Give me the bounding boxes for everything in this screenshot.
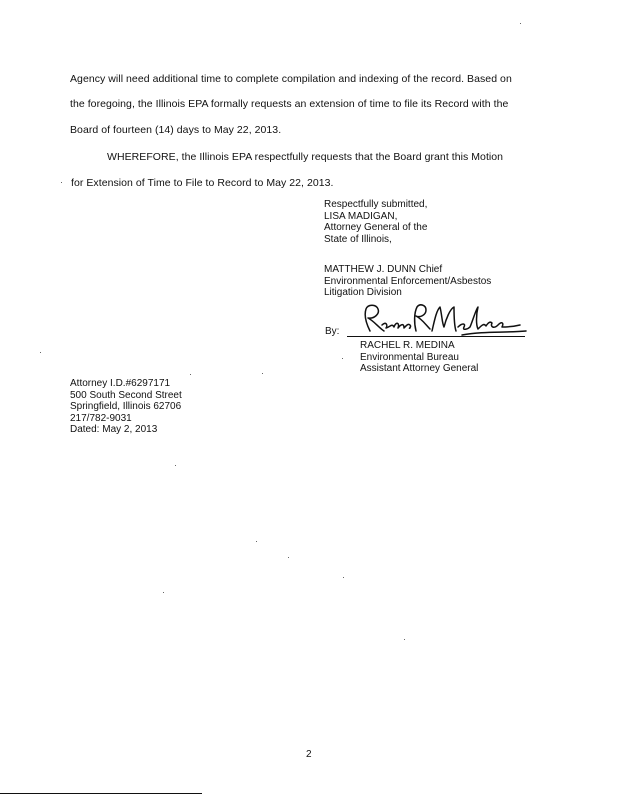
body-para1-line1: Agency will need additional time to complete compilation and indexing of the record. Based on bbox=[70, 73, 512, 85]
street-address: 500 South Second Street bbox=[70, 389, 182, 401]
scan-speck bbox=[342, 358, 343, 359]
signer-title: Assistant Attorney General bbox=[360, 363, 479, 374]
scan-speck bbox=[288, 557, 289, 558]
page-number: 2 bbox=[306, 749, 312, 760]
scan-speck bbox=[163, 592, 164, 593]
chief-block bbox=[324, 264, 491, 299]
by-label: By: bbox=[325, 326, 340, 337]
chief-subdivision: Litigation Division bbox=[324, 287, 402, 298]
address-block bbox=[70, 378, 182, 436]
body-para2-line2: for Extension of Time to File to Record to May 22, 2013. bbox=[71, 177, 334, 189]
submitted-line: Respectfully submitted, bbox=[324, 199, 428, 210]
scan-speck bbox=[40, 352, 41, 353]
city-state-zip: Springfield, Illinois 62706 bbox=[70, 401, 182, 412]
signature-line bbox=[347, 336, 525, 337]
signer-name: RACHEL R. MEDINA bbox=[360, 340, 455, 351]
scan-speck bbox=[190, 374, 191, 375]
signer-bureau: Environmental Bureau bbox=[360, 351, 459, 363]
attorney-id: Attorney I.D.#6297171 bbox=[70, 378, 171, 389]
scan-speck bbox=[175, 465, 176, 466]
chief-name: MATTHEW J. DUNN Chief bbox=[324, 264, 443, 275]
footer-rule bbox=[0, 793, 202, 794]
scan-speck bbox=[404, 639, 405, 640]
ag-title: Attorney General of the bbox=[324, 222, 428, 233]
scan-speck bbox=[256, 541, 257, 542]
body-para2-line1: WHEREFORE, the Illinois EPA respectfully requests that the Board grant this Motion bbox=[107, 151, 504, 163]
scan-speck bbox=[61, 182, 62, 183]
scan-speck bbox=[520, 23, 521, 24]
signer-block bbox=[360, 340, 478, 375]
body-para1-line2: the foregoing, the Illinois EPA formally requests an extension of time to file its Record with the bbox=[70, 98, 509, 110]
ag-state: State of Illinois, bbox=[324, 233, 392, 245]
submitted-block bbox=[324, 199, 427, 245]
ag-name: LISA MADIGAN, bbox=[324, 210, 398, 222]
scan-speck bbox=[343, 577, 344, 578]
handwritten-signature bbox=[344, 301, 530, 341]
phone-number: 217/782-9031 bbox=[70, 412, 132, 424]
chief-division: Environmental Enforcement/Asbestos bbox=[324, 275, 492, 287]
scan-speck bbox=[262, 373, 263, 374]
dated-line: Dated: May 2, 2013 bbox=[70, 424, 158, 435]
body-para1-line3: Board of fourteen (14) days to May 22, 2013. bbox=[70, 124, 282, 136]
